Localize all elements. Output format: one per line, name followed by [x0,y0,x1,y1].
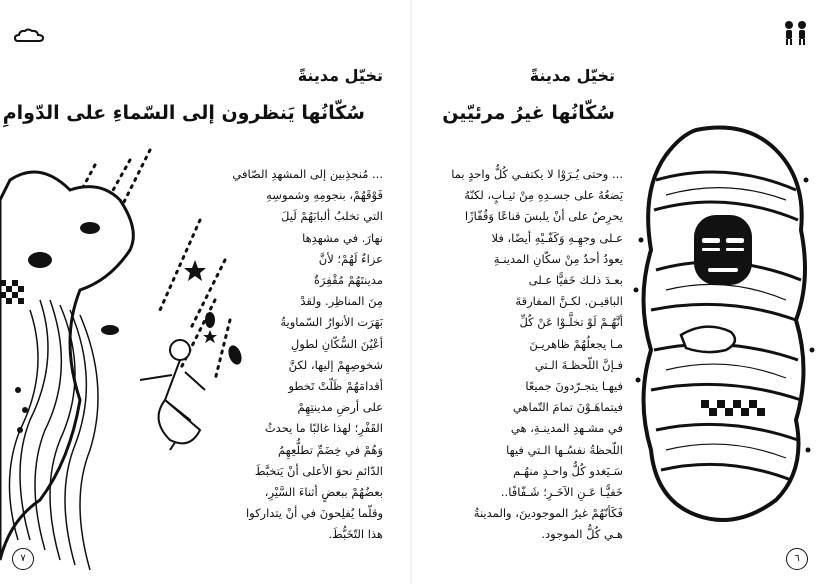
right-title-big: سُكّانُها غيرُ مرئيّين [442,102,615,124]
left-title-big: سُكّانُها يَنظرون إلى السّماءِ على الدّوامِ [2,102,365,124]
poem-line: أنَّهُـمْ لَوْ تخلَّـوْا عَنْ كُلِّ [519,315,623,330]
poem-line: بعضُهُمْ ببعضٍ أثناءَ السَّيْرِ، [264,485,383,500]
poem-line: القَفْرِ؛ لهذا غالبًا ما يحدثُ [264,421,383,436]
poem-line: وقلّما يُفلِحونَ في أنْ يتداركوا [245,506,383,521]
poem-line: يحرِصُ على أنْ يلبسَ قناعًا وَقُفّازًا [464,209,623,224]
poem-line: بعـدَ ذلـك خَفيًّا عـلى [528,273,623,288]
right-poem [451,164,623,546]
poem-line: بَهَرَت الأنوارُ السّماويةُ [280,315,383,330]
poem-line: وَهُمْ في خِضَمِّ تطلُّعِهِمُ [278,442,383,457]
poem-line: ... وحتى يُـرَوْا لا يكتفـي كُلُّ واحدٍ بما [451,167,623,181]
cloud-icon [14,28,44,44]
two-children-icon [781,20,811,46]
poem-line: في مشـهدِ المدينـةِ، هي [510,421,623,436]
poem-line: هـي كُلُّ الموجود. [541,527,623,542]
poem-line: عـلى وجهِـهِ وَكَفّـيْهِ أيضًا، فلا [491,230,623,245]
left-page [0,0,411,584]
sky-gazers-illustration [0,140,230,580]
poem-line: سَـيَغدو كُلُّ واحـدٍ منهُـم [513,463,623,478]
right-title-small: تخيّل مدينةً [529,66,615,85]
poem-line: يَضعُهُ على جسـدِهِ مِنْ ثيـابٍ، لكنّهُ [464,188,623,203]
page-number: ٦ [786,548,808,570]
poem-line: مدينتَهُمْ مُقْفِرَةٌ [313,273,383,288]
right-page [412,0,823,584]
poem-line: فـإنَّ اللّحظـةَ الـتي [534,357,623,372]
poem-line: فيتماهَـوْنَ تمامَ التّماهي [512,400,623,415]
poem-line: خَفيًّـا عَـنِ الآخَـرِ؛ شَـفّافًا.. [500,485,623,500]
poem-line: ... مُنجذِبين إلى المشهدِ الصّافي [232,167,383,181]
page-number: ٧ [12,548,34,570]
poem-line: أعْيُنَ السُّكّانِ لطولِ [290,336,383,351]
left-poem [232,164,383,546]
poem-line: فَكَأنّهُمْ غيرُ الموجودينَ، والمدينةُ [473,506,623,521]
poem-line: فَوْقَهُمْ، بنجومِهِ وشموسِهِ [266,188,383,203]
poem-line: هذا التّخَبُّطَ. [328,527,383,542]
poem-line: عزاءٌ لَهُمْ؛ لأنَّ [318,251,383,266]
poem-line: أقدامَهُمْ ظَلّتْ تَخطو [288,379,383,394]
poem-line: الباقيـن. لكـنَّ المفارقةَ [515,294,623,309]
poem-line: يعودُ أحدٌ مِنْ سكّانِ المدينـةِ [493,251,623,266]
poem-line: اللّحظةُ نفسُـها الـتي فيها [506,442,623,457]
poem-line: مـا يجعلُهُمْ ظاهريـنَ [529,336,623,351]
poem-line: التي تخلبُ ألبابَهُمْ لَيلَ [281,209,383,224]
poem-line: على أرضِ مدينتِهِمْ [297,400,383,415]
poem-line: مِنَ المناظِر. ولقدْ [300,294,383,309]
poem-line: شخوصِهِمْ إليها، لكنَّ [288,357,383,372]
left-title-small: تخيّل مدينةً [297,66,383,85]
poem-line: نهارَ. في مشهدِها [302,230,383,245]
poem-line: الدّائمِ نحوَ الأعلى أنْ يَتخبَّطَ [254,463,383,478]
masked-figure-illustration [626,120,816,540]
poem-line: فيهـا يتجـرّدونَ جميعًا [525,379,623,394]
